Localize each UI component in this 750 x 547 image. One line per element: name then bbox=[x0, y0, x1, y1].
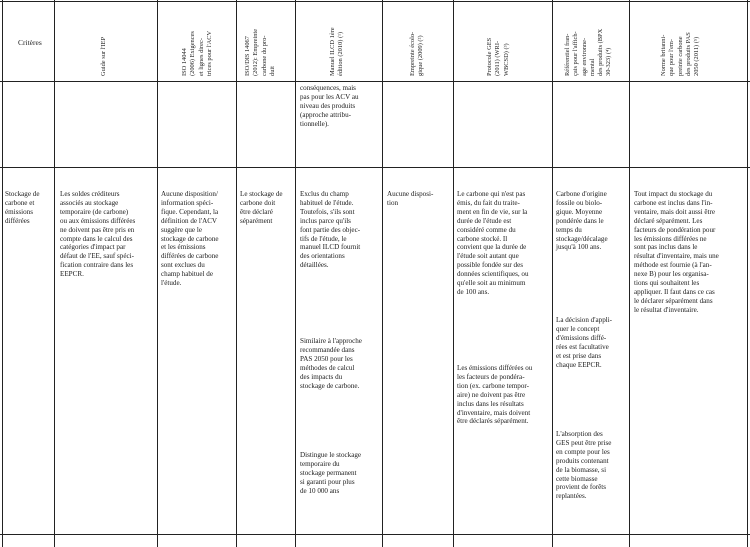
cell-bpx-delayed-emissions: La décision d'appli- quer le concept d'émissions diffé- rées est facultative et est prise dans chaque EEPCR. bbox=[556, 316, 613, 369]
col-divider bbox=[453, 0, 454, 547]
col-divider bbox=[747, 0, 748, 547]
header-ilcd: Manuel ILCD 1ère édition (2010) (¹) bbox=[329, 27, 345, 76]
row-divider bbox=[0, 167, 750, 168]
table-border-bottom bbox=[0, 534, 750, 535]
cell-ilcd-pas-approach: Similaire à l'approche recommandée dans PAS 2050 pour les méthodes de calcul des impacts du stockage de carbone. bbox=[300, 337, 362, 390]
header-pas-2050: Norme britanni- que pour l'em- preinte carbone des produits PAS 2050 (2011) (⁵) bbox=[660, 32, 701, 76]
cell-criteria: Stockage de carbone et émissions différées bbox=[5, 190, 40, 225]
cell-ilcd-continuation: conséquences, mais pas pour les ACV au niveau des produits (approche attribu- tionnelle). bbox=[300, 84, 359, 128]
cell-pas-2050: Tout impact du stockage du carbone est inclus dans l'in- ventaire, mais doit aussi être déclaré séparément. Les facteurs de pondération pour les émissions différées ne sont pas inclus dans le résultat d'inventaire, mais une méthode est fournie (à l'an- nexe B) pour les organisa- tions qui souhaitent les appliquer. Il faut dans ce cas le déclarer séparément dans le résultat d'inventaire. bbox=[634, 190, 719, 314]
col-divider bbox=[295, 0, 296, 547]
table-border-top bbox=[0, 1, 750, 2]
header-ghg-protocol: Protocole GES (2011) (WRI- WBCSD) (³) bbox=[486, 37, 510, 76]
cell-iso-14044: Aucune disposition/ information spéci- fique. Cependant, la définition de l'ACV suggère que le stockage de carbone et les émissions différées de carbone sont exclues du champ habituel de l'étude. bbox=[161, 190, 219, 288]
cell-ghg-delayed-emissions: Les émissions différées ou les facteurs de pondéra- tion (ex. carbone tempor- aire) ne doivent pas être inclus dans les résultats d'inventaire, mais doivent être déclarés séparément. bbox=[457, 364, 533, 426]
header-iep-guide: Guide sur l'IEP bbox=[100, 36, 107, 76]
header-ecological-footprint: Empreinte écolo- gique (2009) (²) bbox=[409, 31, 425, 76]
header-criteria: Critères bbox=[18, 38, 42, 47]
cell-ghg-stored-carbon: Le carbone qui n'est pas émis, du fait du traite- ment en fin de vie, sur la durée de l'étude est considéré comme du carbone stocké. Il convient que la durée de l'étude soit autant que possible fondée sur des données scientifiques, ou qu'elle soit au minimum de 100 ans. bbox=[457, 190, 529, 296]
col-divider bbox=[236, 0, 237, 547]
col-divider bbox=[629, 0, 630, 547]
cell-ilcd-scope: Exclus du champ habituel de l'étude. Toutefois, s'ils sont inclus parce qu'ils font partie des objec- tifs de l'étude, le manuel ILCD fournit des orientations détaillées. bbox=[300, 190, 361, 270]
cell-bpx-ghg-absorption: L'absorption des GES peut être prise en compte pour les produits contenant de la biomasse, si cette biomasse provient de forêts replantées. bbox=[556, 430, 612, 501]
col-divider bbox=[2, 0, 3, 547]
col-divider bbox=[157, 0, 158, 547]
col-divider bbox=[54, 0, 55, 547]
cell-bpx-carbon-origin: Carbone d'origine fossile ou biolo- gique. Moyenne pondérée dans le temps du stockage/décalage jusqu'à 100 ans. bbox=[556, 190, 608, 252]
header-bpx: Référentiel fran- çais pour l'affich- age environne- mental des produits (BPX 30-323) (⁴) bbox=[564, 28, 613, 76]
header-divider bbox=[0, 81, 750, 82]
cell-iep-guide: Les soldes créditeurs associés au stockage temporaire (de carbone) ou aux émissions différées ne doivent pas être pris en compte dans le calcul des catégories d'impact par défaut de l'EE, sauf spéci- fication contraire dans les EEPCR. bbox=[60, 190, 136, 279]
col-divider bbox=[382, 0, 383, 547]
cell-ecological-footprint: Aucune disposi- tion bbox=[387, 190, 434, 207]
col-divider bbox=[552, 0, 553, 547]
header-iso-14067: ISO/DIS 14067 (2012): Empreinte carbone du pro- duit bbox=[244, 28, 276, 76]
cell-ilcd-storage: Distingue le stockage temporaire du stockage permanent si garanti pour plus de 10 000 ans bbox=[300, 451, 362, 495]
cell-iso-14067: Le stockage de carbone doit être déclaré séparément bbox=[240, 190, 283, 225]
header-iso-14044: ISO 14044 (2006) Exigences et lignes direc- trices pour l'ACV bbox=[181, 30, 213, 76]
